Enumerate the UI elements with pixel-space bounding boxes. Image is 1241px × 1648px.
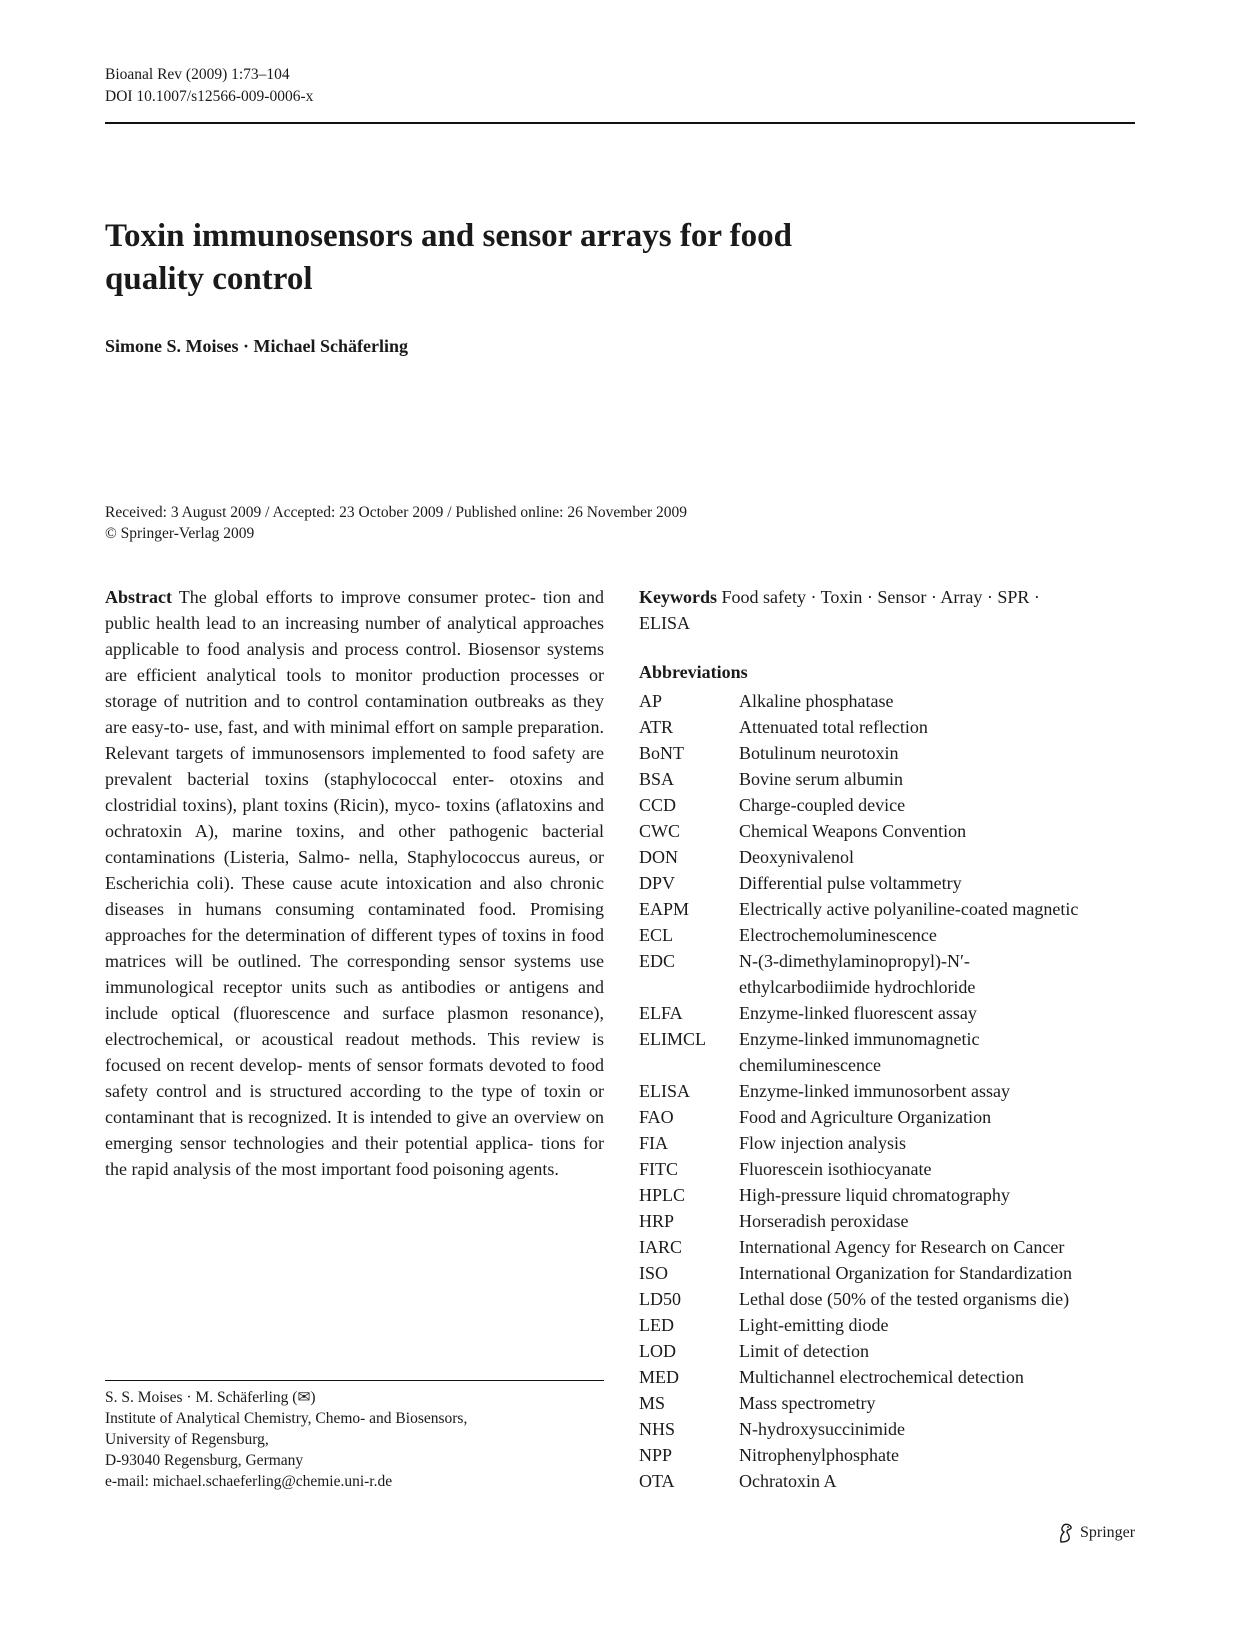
abstract-line: safety are prevalent bacterial toxins (staphylococcal enter-: [105, 743, 605, 789]
abstract-line: tions for the rapid analysis of the most important food: [105, 1133, 605, 1179]
abbreviation-definition: [739, 1442, 1139, 1468]
abbreviation-key: LD50: [639, 1289, 681, 1309]
publication-dates: [105, 502, 687, 544]
abbreviation-row: [639, 818, 1139, 844]
abbreviation-key: FAO: [639, 1107, 674, 1127]
abbreviation-definition: [739, 740, 1139, 766]
abbreviation-row: [639, 1130, 1139, 1156]
keywords-line-2: ELISA: [639, 613, 690, 633]
abbreviation-key: AP: [639, 691, 663, 711]
abbreviation-definition: [739, 922, 1139, 948]
abstract-line: cause acute intoxication and also chronic diseases in: [105, 873, 605, 919]
abbreviation-definition: [739, 1260, 1139, 1286]
abbreviation-key: FITC: [639, 1159, 679, 1179]
affiliation-address: D-93040 Regensburg, Germany: [105, 1452, 304, 1469]
abbreviation-row: [639, 1286, 1139, 1312]
definition-line: chemiluminescence: [739, 1055, 881, 1075]
affiliation-university: University of Regensburg,: [105, 1431, 269, 1448]
abstract-line: otoxins and clostridial toxins), plant toxins (Ricin), myco-: [105, 769, 605, 815]
abbreviation-definition: [739, 1364, 1139, 1390]
definition-line: Bovine serum albumin: [739, 769, 903, 789]
abbreviation-key: ELIMCL: [639, 1029, 706, 1049]
abbreviation-definition: [739, 1416, 1139, 1442]
affiliation-email[interactable]: e-mail: michael.schaeferling@chemie.uni-r.de: [105, 1473, 393, 1490]
abbreviation-row: [639, 1442, 1139, 1468]
definition-line: Alkaline phosphatase: [739, 691, 894, 711]
abbreviation-definition: [739, 1286, 1139, 1312]
abbreviation-definition: [739, 1026, 1139, 1078]
abbreviation-key: ELFA: [639, 1003, 683, 1023]
abbreviation-row: [639, 1390, 1139, 1416]
abbreviation-definition: [739, 1130, 1139, 1156]
abbreviation-key: MS: [639, 1393, 666, 1413]
abstract-line: and to control contamination outbreaks as they are easy-to-: [105, 691, 604, 737]
keywords: [639, 584, 1099, 636]
abbreviation-key: FIA: [639, 1133, 669, 1153]
abbreviation-key: DON: [639, 847, 678, 867]
dates-line: Received: 3 August 2009 / Accepted: 23 October 2009 / Published online: 26 November 2009: [105, 504, 688, 521]
abbreviation-row: [639, 1000, 1139, 1026]
header-rule: [105, 122, 1135, 124]
abstract-line: other pathogenic bacterial contaminations (Listeria, Salmo-: [105, 821, 604, 867]
abbreviation-key: OTA: [639, 1471, 675, 1491]
definition-line: N-hydroxysuccinimide: [739, 1419, 905, 1439]
abbreviation-key: NHS: [639, 1419, 676, 1439]
abbreviation-row: [639, 1416, 1139, 1442]
abbreviation-row: [639, 1312, 1139, 1338]
affiliation: [105, 1387, 467, 1492]
abbreviation-key: MED: [639, 1367, 679, 1387]
abstract-label: Abstract: [105, 587, 172, 607]
abbreviation-key: CWC: [639, 821, 681, 841]
abbreviation-key: ATR: [639, 717, 674, 737]
abstract-line: nella, Staphylococcus aureus, or Escherichia coli). These: [105, 847, 604, 893]
abbreviation-key: LOD: [639, 1341, 676, 1361]
abbreviation-definition: [739, 1390, 1139, 1416]
definition-line: Attenuated total reflection: [739, 717, 928, 737]
abbreviation-definition: [739, 1468, 1139, 1494]
definition-line: Limit of detection: [739, 1341, 869, 1361]
abstract-line: The global efforts to improve consumer protec-: [178, 587, 536, 607]
affiliation-authors: S. S. Moises · M. Schäferling (✉): [105, 1389, 316, 1406]
abbreviation-definition: [739, 1078, 1139, 1104]
abstract-line: approaches for the determination of different types of: [105, 925, 497, 945]
abbreviation-row: [639, 1026, 1139, 1078]
abbreviation-row: [639, 1364, 1139, 1390]
definition-line: Food and Agriculture Organization: [739, 1107, 992, 1127]
authors: Simone S. Moises · Michael Schäferling: [105, 336, 408, 356]
abbreviation-row: [639, 922, 1139, 948]
abbreviation-row: [639, 844, 1139, 870]
abbreviation-row: [639, 1156, 1139, 1182]
abbreviation-key: HRP: [639, 1211, 675, 1231]
abstract-line: antibodies or antigens and include optical (fluorescence and: [105, 977, 604, 1023]
abbreviations-heading: Abbreviations: [639, 662, 748, 682]
copyright: © Springer-Verlag 2009: [105, 525, 255, 542]
definition-line: Enzyme-linked immunosorbent assay: [739, 1081, 1010, 1101]
abbreviation-key: DPV: [639, 873, 676, 893]
definition-line: Ochratoxin A: [739, 1471, 837, 1491]
abbreviation-row: [639, 1234, 1139, 1260]
abbreviation-row: [639, 1208, 1139, 1234]
abbreviation-row: [639, 688, 1139, 714]
keywords-label: Keywords: [639, 587, 717, 607]
abstract-line: tion and public health lead to an increasing number of: [105, 587, 604, 633]
abstract-line: humans consuming contaminated food. Promising: [205, 899, 605, 919]
abbreviation-row: [639, 714, 1139, 740]
springer-horse-icon: [1058, 1523, 1074, 1543]
definition-line: Differential pulse voltammetry: [739, 873, 962, 893]
publisher-name: Springer: [1080, 1524, 1136, 1541]
abbreviation-definition: [739, 1234, 1139, 1260]
abbreviation-definition: [739, 1338, 1139, 1364]
abbreviation-definition: [739, 1000, 1139, 1026]
abstract-line: readout methods. This review is focused on recent develop-: [105, 1029, 604, 1075]
journal-header: [105, 64, 313, 108]
abbreviation-row: [639, 1260, 1139, 1286]
abbreviation-row: [639, 1182, 1139, 1208]
title-line-1: Toxin immunosensors and sensor arrays for food: [105, 218, 792, 254]
abstract-line: ments of sensor formats devoted to food safety control and: [105, 1055, 604, 1101]
footnote-rule: [105, 1380, 604, 1381]
abbreviations-list: [639, 688, 1139, 1494]
definition-line: Horseradish peroxidase: [739, 1211, 909, 1231]
title-line-2: quality control: [105, 261, 313, 297]
abbreviation-row: [639, 766, 1139, 792]
abbreviation-definition: [739, 792, 1139, 818]
abbreviation-definition: [739, 714, 1139, 740]
abstract-line: is structured according to the type of toxin or contaminant: [105, 1081, 605, 1127]
abbreviation-row: [639, 792, 1139, 818]
definition-line: Electrochemoluminescence: [739, 925, 937, 945]
abstract-line: tools to monitor production processes or storage of nutrition: [105, 665, 604, 711]
abbreviation-definition: [739, 870, 1139, 896]
abstract-line: toxins in food matrices will be outlined. The corresponding: [105, 925, 604, 971]
abbreviation-definition: [739, 1182, 1139, 1208]
affiliation-institute: Institute of Analytical Chemistry, Chemo- and Biosensors,: [105, 1410, 468, 1427]
abbreviation-definition: [739, 948, 1139, 1000]
definition-line: Electrically active polyaniline-coated magnetic: [739, 899, 1079, 919]
definition-line: Fluorescein isothiocyanate: [739, 1159, 932, 1179]
definition-line: Deoxynivalenol: [739, 847, 854, 867]
abstract: [105, 584, 604, 1182]
abbreviation-key: HPLC: [639, 1185, 686, 1205]
abbreviation-definition: [739, 1104, 1139, 1130]
abstract-line: poisoning agents.: [432, 1159, 559, 1179]
abstract-line: sensor systems use immunological receptor units such as: [105, 951, 605, 997]
abbreviation-key: ECL: [639, 925, 673, 945]
definition-line: International Organization for Standardization: [739, 1263, 1073, 1283]
abbreviation-key: IARC: [639, 1237, 683, 1257]
definition-line: High-pressure liquid chromatography: [739, 1185, 1010, 1205]
abbreviation-key: CCD: [639, 795, 677, 815]
paper-title: [105, 215, 905, 301]
definition-line: Lethal dose (50% of the tested organisms die): [739, 1289, 1070, 1309]
abbreviation-key: ELISA: [639, 1081, 690, 1101]
abbreviation-key: EDC: [639, 951, 675, 971]
definition-line: Enzyme-linked immunomagnetic: [739, 1029, 980, 1049]
definition-line: Light-emitting diode: [739, 1315, 889, 1335]
doi[interactable]: DOI 10.1007/s12566-009-0006-x: [105, 88, 314, 105]
abbreviation-definition: [739, 1312, 1139, 1338]
definition-line: Chemical Weapons Convention: [739, 821, 967, 841]
abbreviation-row: [639, 1468, 1139, 1494]
abbreviation-definition: [739, 1156, 1139, 1182]
abbreviation-key: ISO: [639, 1263, 669, 1283]
definition-line: ethylcarbodiimide hydrochloride: [739, 977, 976, 997]
abbreviation-row: [639, 948, 1139, 1000]
abbreviation-row: [639, 1104, 1139, 1130]
abstract-line: that is recognized. It is intended to give an overview on: [199, 1107, 604, 1127]
abbreviation-definition: [739, 688, 1139, 714]
abstract-line: use, fast, and with minimal effort on sample preparation.: [194, 717, 605, 737]
definition-line: Nitrophenylphosphate: [739, 1445, 899, 1465]
keywords-line-1: Food safety · Toxin · Sensor · Array · SPR ·: [721, 587, 1040, 607]
abbreviation-key: NPP: [639, 1445, 673, 1465]
abstract-line: Relevant targets of immunosensors implemented to food: [105, 743, 526, 763]
definition-line: Charge-coupled device: [739, 795, 906, 815]
definition-line: Enzyme-linked fluorescent assay: [739, 1003, 977, 1023]
abbreviation-key: BSA: [639, 769, 675, 789]
definition-line: Flow injection analysis: [739, 1133, 906, 1153]
abbreviation-row: [639, 896, 1139, 922]
abbreviation-key: LED: [639, 1315, 674, 1335]
abbreviation-definition: [739, 1208, 1139, 1234]
abstract-line: toxins (aflatoxins and ochratoxin A), marine toxins, and: [105, 795, 605, 841]
journal-citation: Bioanal Rev (2009) 1:73–104: [105, 66, 290, 83]
definition-line: Multichannel electrochemical detection: [739, 1367, 1024, 1387]
abbreviation-definition: [739, 844, 1139, 870]
abbreviation-definition: [739, 818, 1139, 844]
abbreviation-row: [639, 1338, 1139, 1364]
abbreviation-row: [639, 1078, 1139, 1104]
abbreviation-row: [639, 870, 1139, 896]
abbreviation-definition: [739, 896, 1139, 922]
definition-line: Mass spectrometry: [739, 1393, 876, 1413]
definition-line: Botulinum neurotoxin: [739, 743, 899, 763]
abstract-line: process control. Biosensor systems are efficient analytical: [105, 639, 605, 685]
abbreviation-row: [639, 740, 1139, 766]
abbreviation-definition: [739, 766, 1139, 792]
abstract-line: surface plasmon resonance), electrochemical, or acoustical: [105, 1003, 604, 1049]
definition-line: N-(3-dimethylaminopropyl)-N′-: [739, 951, 970, 971]
abstract-line: emerging sensor technologies and their potential applica-: [105, 1133, 534, 1153]
abstract-line: analytical approaches applicable to food analysis and: [105, 613, 605, 659]
abbreviation-key: EAPM: [639, 899, 690, 919]
abbreviation-key: BoNT: [639, 743, 684, 763]
springer-logo: [1058, 1523, 1135, 1543]
definition-line: International Agency for Research on Cancer: [739, 1237, 1065, 1257]
